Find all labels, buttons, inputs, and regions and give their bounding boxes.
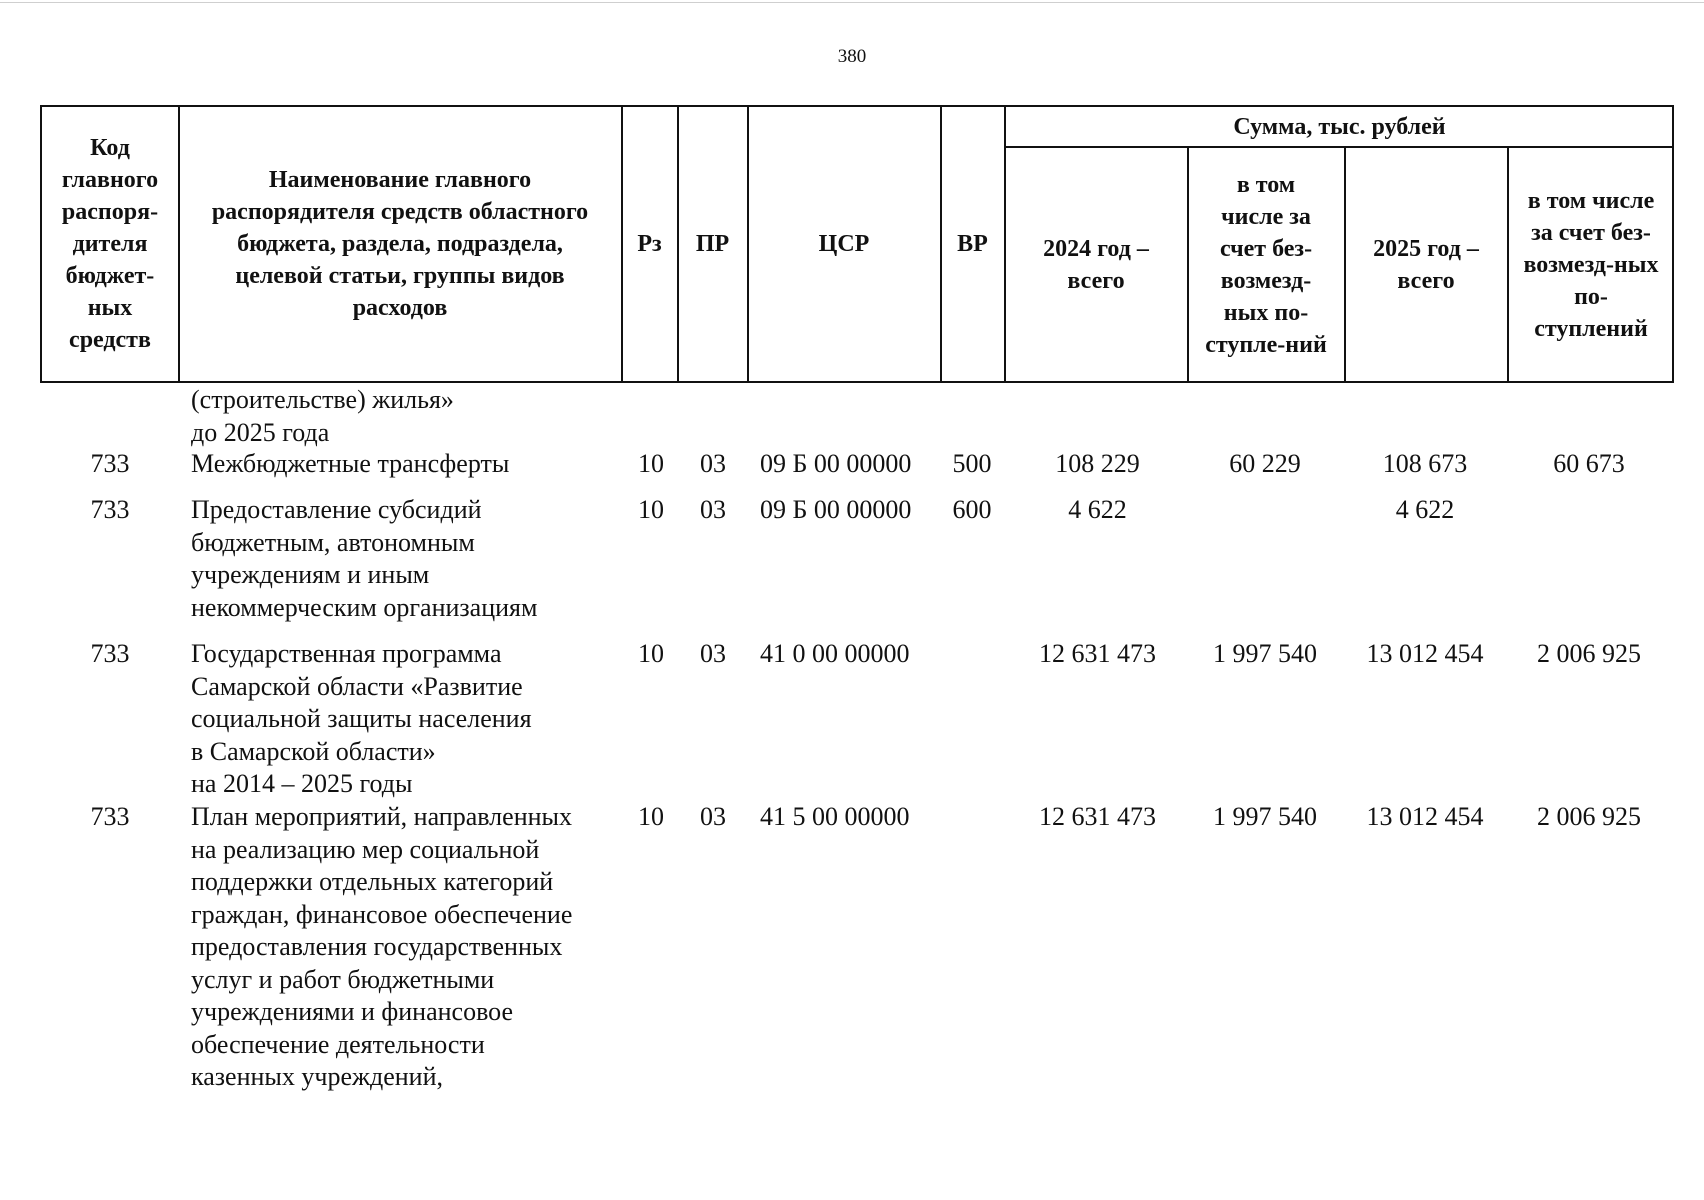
name-line: Самарской области «Развитие: [191, 671, 523, 701]
header-vr: ВР: [957, 231, 988, 257]
name-line: некоммерческим организациям: [191, 592, 538, 622]
cell-pr: 03: [700, 495, 726, 524]
cell-2025-free: 2 006 925: [1537, 639, 1641, 668]
cell-2024-total: 108 229: [1055, 449, 1140, 478]
table-row: [0, 801, 1704, 1101]
header-2024-free: в том числе за счет без-возмезд-ных по-ступле-ний: [1205, 171, 1327, 358]
cell-name: [191, 638, 611, 801]
cell-vr: 600: [952, 495, 992, 524]
cell-2025-free: 60 673: [1553, 449, 1625, 478]
cell-rz: 10: [638, 639, 664, 668]
cell-2024-total: 12 631 473: [1039, 639, 1156, 668]
cell-2025-total: 13 012 454: [1366, 639, 1484, 668]
cell-pr: 03: [700, 802, 726, 831]
table-row: [0, 638, 1704, 806]
name-line: обеспечение деятельности: [191, 1029, 485, 1059]
cell-pr: 03: [700, 639, 726, 668]
cell-name: [191, 448, 611, 481]
header-pr: ПР: [695, 231, 730, 257]
header-sum-group: Сумма, тыс. рублей: [1233, 113, 1446, 140]
name-line: казенных учреждений,: [191, 1062, 443, 1091]
cell-rz: 10: [638, 802, 664, 831]
header-2025-free: в том числе за счет без-возмезд-ных по-ступлений: [1523, 187, 1659, 342]
cell-code: 733: [90, 802, 130, 831]
cell-csr: 09 Б 00 00000: [760, 495, 912, 524]
cell-2024-free: 1 997 540: [1213, 639, 1317, 668]
cell-name: [191, 494, 611, 624]
cell-2025-total: 108 673: [1382, 449, 1468, 478]
table-row: [0, 494, 1704, 629]
name-line: Государственная программа: [191, 639, 502, 668]
cell-rz: 10: [638, 449, 664, 478]
name-line: услуг и работ бюджетными: [191, 964, 495, 994]
name-line: предоставления государственных: [191, 932, 563, 961]
name-line: учреждениям и иным: [191, 560, 430, 589]
header-rz: Рз: [637, 231, 662, 257]
table-header: [40, 105, 1674, 383]
name-line: на 2014 – 2025 годы: [191, 769, 413, 798]
cell-rz: 10: [638, 495, 664, 524]
name-line: (строительстве) жилья»: [191, 385, 454, 414]
cell-2025-free: 2 006 925: [1537, 802, 1641, 831]
header-name: Наименование главного распорядителя средств областного бюджета, раздела, подраздела, целевой статьи, группы видов расходов: [211, 167, 589, 321]
name-line: на реализацию мер социальной: [191, 834, 540, 864]
cell-csr: 41 5 00 00000: [760, 802, 910, 831]
name-line: социальной защиты населения: [191, 704, 532, 733]
cell-2024-free: 60 229: [1229, 449, 1301, 478]
continuation-row: [0, 384, 1704, 450]
name-line: поддержки отдельных категорий: [191, 867, 554, 896]
name-line: в Самарской области»: [191, 736, 436, 766]
header-2024-total: 2024 год – всего: [1043, 235, 1149, 294]
name-line: учреждениями и финансовое: [191, 997, 514, 1026]
cell-csr: 41 0 00 00000: [760, 639, 910, 668]
header-2025-total: 2025 год – всего: [1373, 235, 1479, 294]
table-row: [0, 448, 1704, 484]
cell-code: 733: [90, 639, 130, 668]
cell-2025-total: 13 012 454: [1366, 802, 1484, 831]
cell-vr: 500: [952, 449, 992, 478]
name-line: Межбюджетные трансферты: [191, 449, 510, 478]
cell-pr: 03: [700, 449, 726, 478]
name-line: Предоставление субсидий: [191, 495, 482, 524]
cell-2024-total: 4 622: [1068, 495, 1127, 524]
cell-2025-total: 4 622: [1395, 495, 1455, 524]
top-rule: [0, 2, 1704, 3]
cell-2024-total: 12 631 473: [1039, 802, 1156, 831]
name-line: до 2025 года: [191, 417, 330, 447]
cell-code: 733: [90, 449, 130, 478]
cell-csr: 09 Б 00 00000: [760, 449, 912, 478]
cell-name: [191, 801, 611, 1094]
header-csr: ЦСР: [818, 231, 870, 257]
continuation-name: [191, 384, 611, 449]
name-line: бюджетным, автономным: [191, 527, 475, 557]
cell-2024-free: 1 997 540: [1213, 802, 1317, 831]
name-line: граждан, финансовое обеспечение: [191, 899, 573, 929]
name-line: План мероприятий, направленных: [191, 802, 572, 831]
header-code: Код главного распоря-дителя бюджет-ных средств: [61, 135, 159, 353]
page-number: 380: [837, 46, 867, 67]
cell-code: 733: [90, 495, 130, 524]
